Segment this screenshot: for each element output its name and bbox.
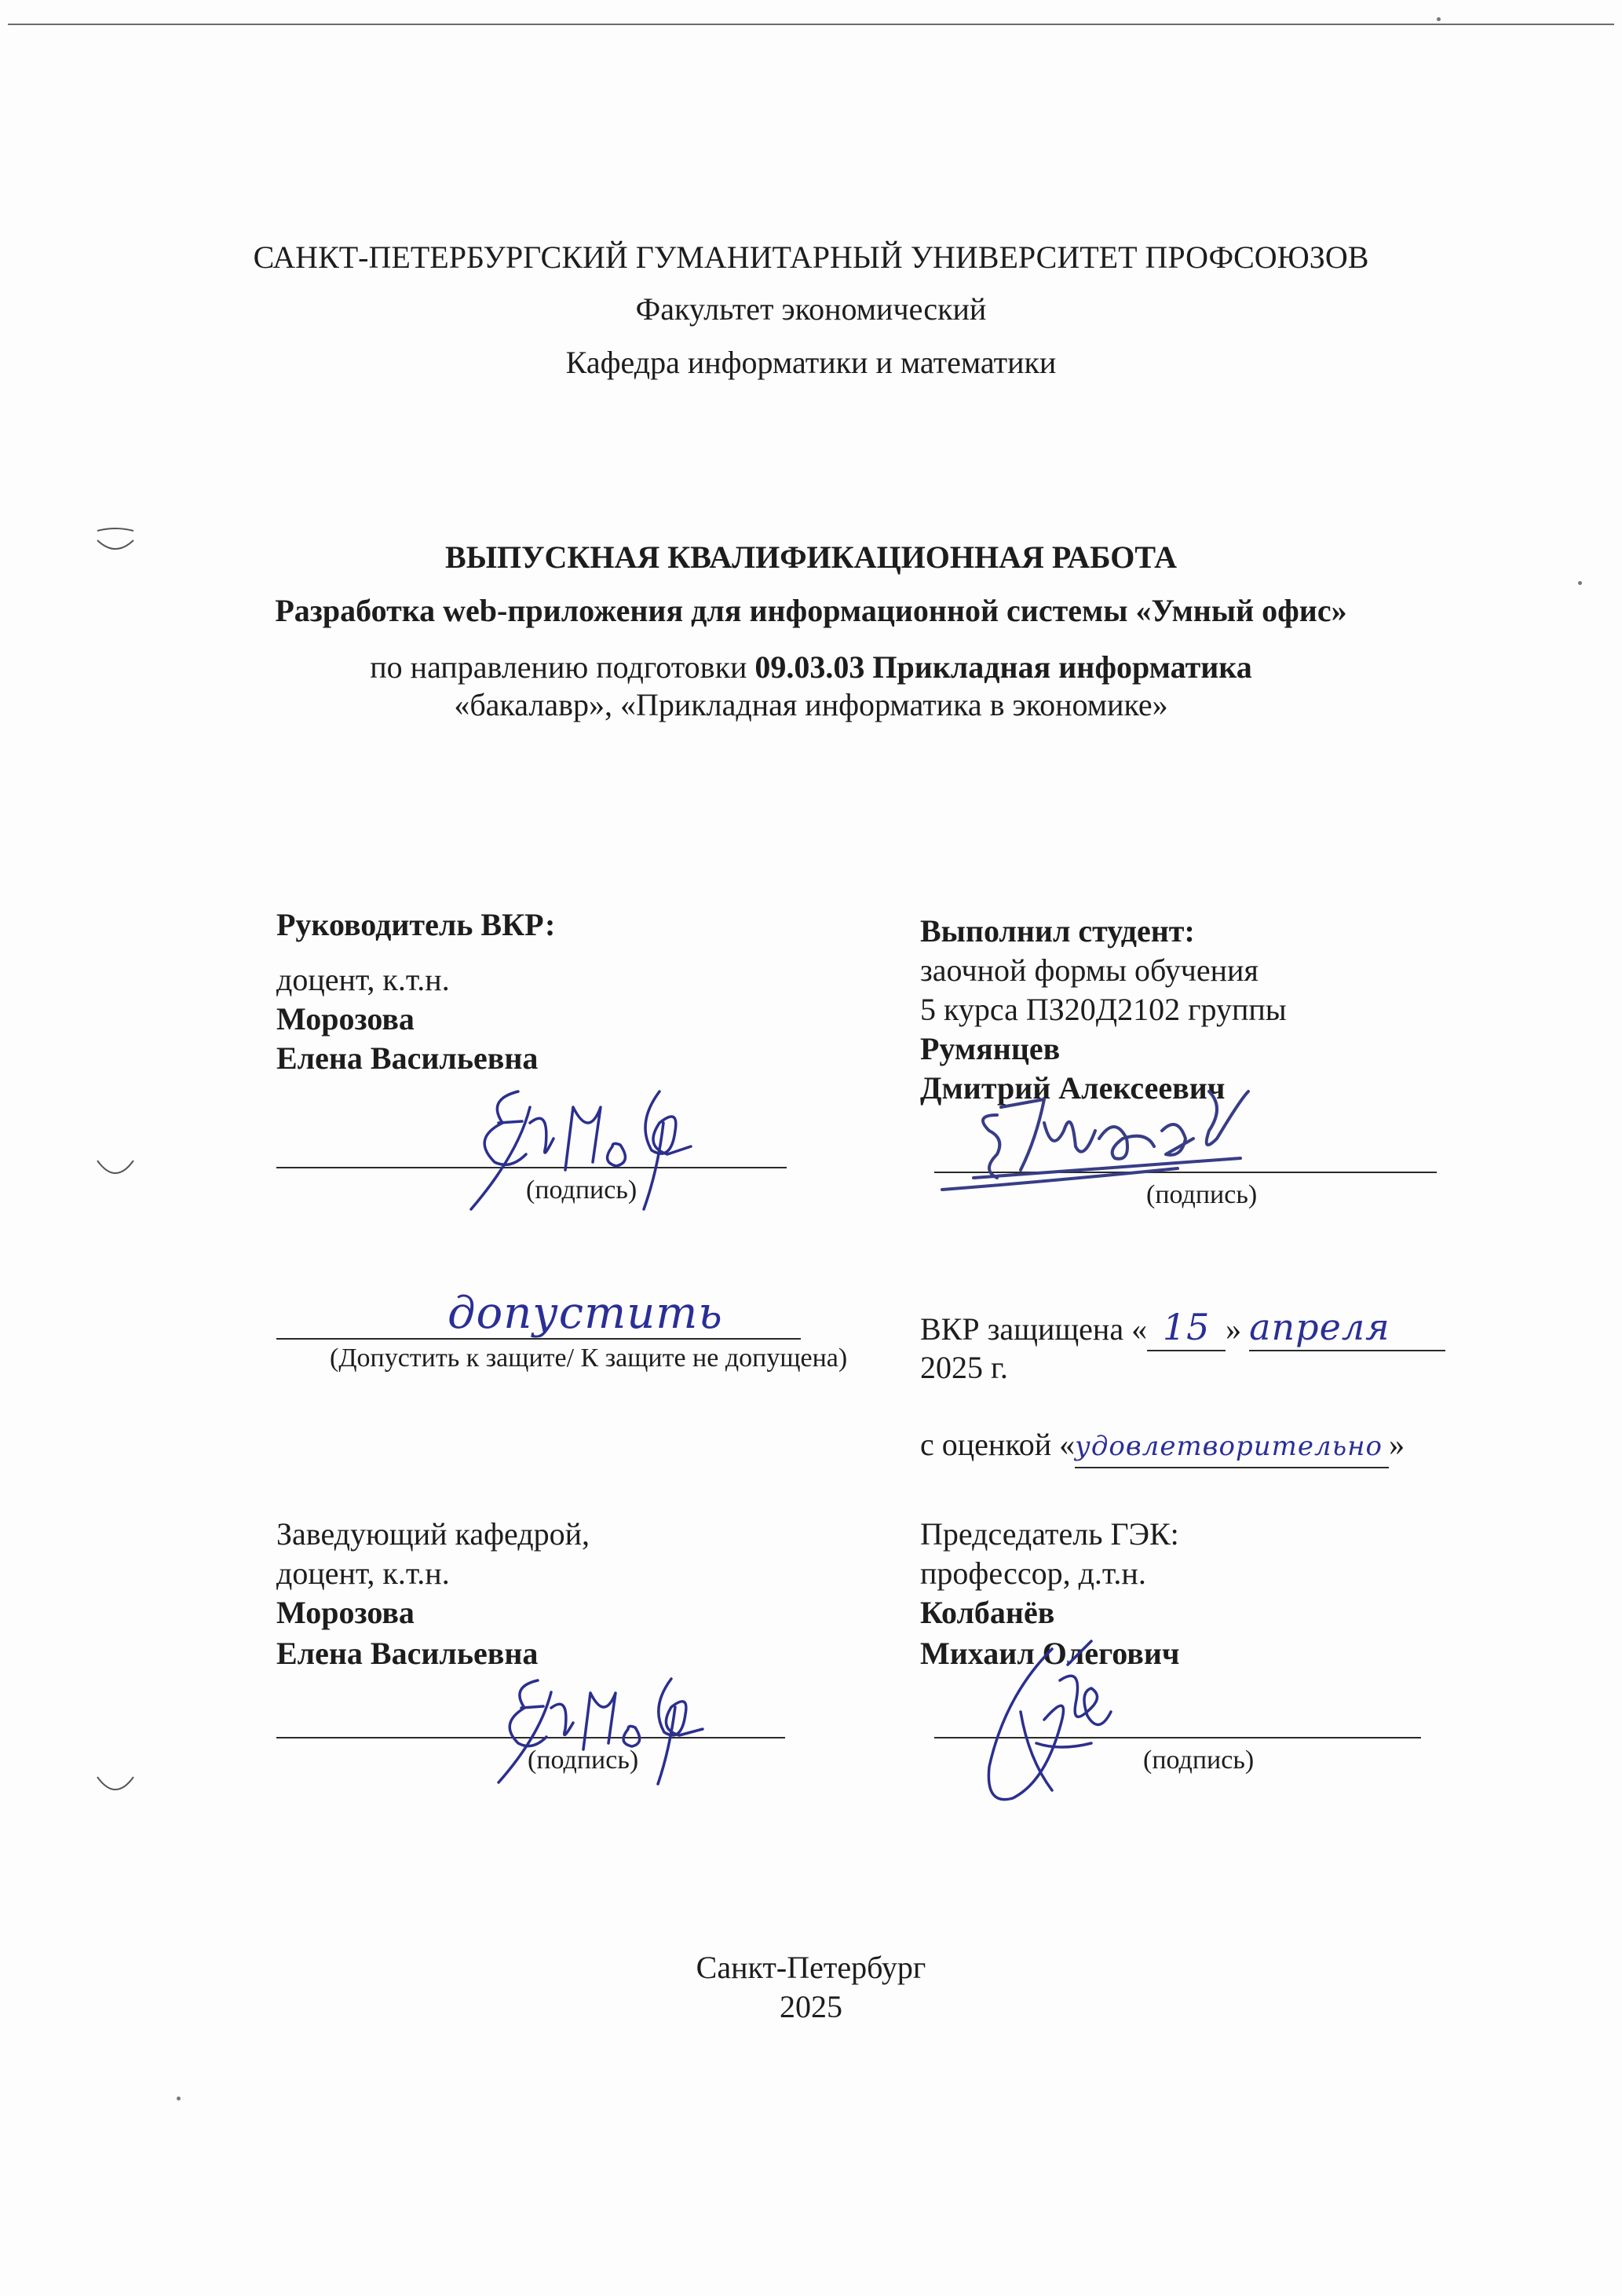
punch-hole-middle [94,1154,137,1181]
grade-handwritten: удовлетворительно [1075,1431,1383,1462]
defense-line [920,1307,1445,1351]
direction-code-name: 09.03.03 Прикладная информатика [754,649,1252,685]
scan-speck [1578,581,1582,585]
student-form: заочной формы обучения [920,952,1259,988]
direction-line [0,647,1622,688]
chairman-surname: Колбанёв [920,1595,1055,1630]
direction-prefix: по направлению подготовки [370,649,747,685]
supervisor-position: доцент, к.т.н. [276,962,450,997]
chairman-signature [974,1633,1146,1822]
grade-field [1075,1424,1389,1468]
scan-speck [177,2097,181,2100]
defense-year: 2025 г. [920,1350,1008,1385]
work-type-title: ВЫПУСКНАЯ КВАЛИФИКАЦИОННАЯ РАБОТА [445,539,1177,575]
student-name: Дмитрий Алексеевич [920,1070,1226,1106]
defense-day-field [1147,1307,1226,1351]
supervisor-surname: Морозова [276,1001,415,1036]
student-signature [926,1084,1272,1209]
grade-label: с оценкой « [920,1427,1076,1462]
student-course-group: 5 курса ПЗ20Д2102 группы [920,992,1287,1027]
student-heading: Выполнил студент: [920,913,1195,949]
chairman-position: профессор, д.т.н. [920,1556,1146,1591]
supervisor-signature [455,1076,722,1217]
defense-month-field [1249,1307,1445,1351]
chairman-signature-caption: (подпись) [1143,1746,1255,1775]
grade-line [920,1424,1405,1468]
head-position: доцент, к.т.н. [276,1556,450,1591]
supervisor-heading: Руководитель ВКР: [276,907,556,942]
defense-month-handwritten: апреля [1249,1306,1390,1348]
scan-speck [1437,17,1441,21]
defense-mid: » [1226,1311,1242,1347]
admission-handwritten: допустить [448,1288,723,1339]
student-signature-caption: (подпись) [1146,1180,1258,1209]
work-topic: Разработка web-приложения для информационной системы «Умный офис» [275,593,1347,628]
department-name: Кафедра информатики и математики [565,345,1057,380]
head-signature-caption: (подпись) [528,1746,639,1775]
punch-hole-bottom [94,1771,137,1797]
profile-line: «бакалавр», «Прикладная информатика в экономике» [454,687,1168,722]
chairman-heading: Председатель ГЭК: [920,1516,1179,1552]
footer-year: 2025 [780,1989,842,2024]
faculty-name: Факультет экономический [635,291,987,327]
head-name: Елена Васильевна [276,1636,539,1671]
supervisor-name: Елена Васильевна [276,1040,539,1076]
chairman-name: Михаил Олегович [920,1636,1180,1671]
student-surname: Румянцев [920,1031,1061,1066]
footer-city: Санкт-Петербург [696,1950,926,1985]
defense-day-handwritten: 15 [1162,1306,1211,1348]
head-signature [479,1665,722,1790]
head-heading: Заведующий кафедрой, [276,1516,590,1552]
head-surname: Морозова [276,1595,415,1630]
grade-close: » [1389,1427,1405,1462]
admission-caption: (Допустить к защите/ К защите не допущена) [330,1344,848,1373]
scan-top-edge [8,24,1614,25]
university-name: САНКТ-ПЕТЕРБУРГСКИЙ ГУМАНИТАРНЫЙ УНИВЕРСИТЕТ ПРОФСОЮЗОВ [253,239,1369,275]
defense-label: ВКР защищена « [920,1311,1148,1347]
supervisor-signature-caption: (подпись) [526,1175,637,1205]
